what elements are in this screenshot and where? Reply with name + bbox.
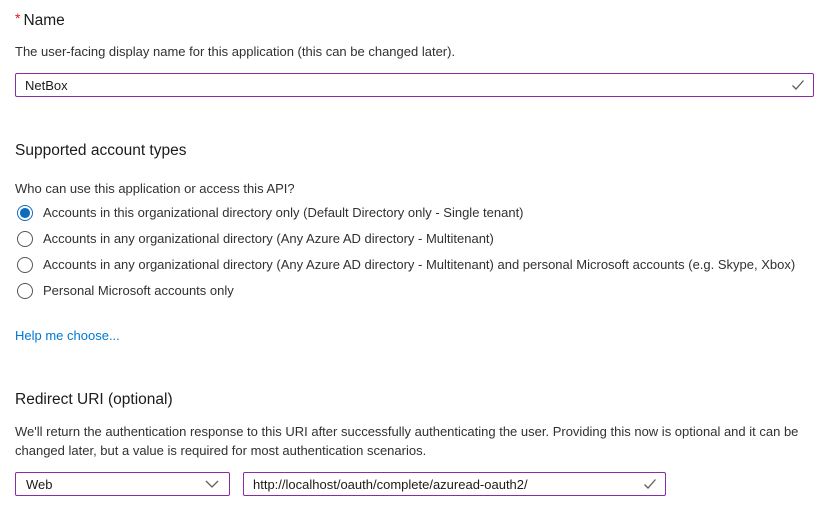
name-description: The user-facing display name for this application (this can be changed later). — [15, 44, 456, 59]
account-type-option-single-tenant[interactable] — [15, 200, 814, 226]
redirect-uri-description: We'll return the authentication response to this URI after successfully authenticating the user. Providing this now is optional and it can be changed later, but a value is required for most authentication scenarios. — [15, 424, 799, 458]
account-type-option-personal-only[interactable] — [15, 278, 814, 304]
name-input-wrap — [15, 73, 814, 97]
name-input[interactable] — [15, 73, 814, 97]
account-type-option-multitenant-personal[interactable] — [15, 252, 814, 278]
account-type-radio-group — [15, 200, 814, 304]
valid-check-icon — [643, 478, 657, 490]
redirect-uri-input-wrap — [243, 472, 666, 496]
radio-button[interactable] — [17, 205, 33, 221]
required-asterisk: * — [15, 10, 21, 26]
radio-label: Personal Microsoft accounts only — [43, 283, 234, 298]
help-me-choose-link[interactable]: Help me choose... — [15, 328, 120, 343]
redirect-uri-heading: Redirect URI (optional) — [15, 391, 173, 408]
radio-label: Accounts in this organizational directory only (Default Directory only - Single tenant) — [43, 205, 524, 220]
valid-check-icon — [791, 79, 805, 91]
radio-button[interactable] — [17, 257, 33, 273]
name-label-text: Name — [23, 12, 65, 29]
redirect-uri-input[interactable] — [243, 472, 666, 496]
account-types-question: Who can use this application or access this API? — [15, 181, 295, 196]
account-type-option-multitenant[interactable] — [15, 226, 814, 252]
platform-select-value: Web — [26, 476, 53, 492]
radio-button[interactable] — [17, 231, 33, 247]
platform-select[interactable] — [15, 472, 230, 496]
chevron-down-icon — [205, 480, 219, 488]
name-field-label — [15, 11, 814, 30]
supported-account-types-heading: Supported account types — [15, 142, 187, 159]
radio-label: Accounts in any organizational directory (Any Azure AD directory - Multitenant) — [43, 231, 494, 246]
radio-button[interactable] — [17, 283, 33, 299]
radio-label: Accounts in any organizational directory (Any Azure AD directory - Multitenant) and personal Microsoft accounts (e.g. Skype, Xbox) — [43, 257, 796, 272]
redirect-uri-row — [15, 472, 814, 496]
